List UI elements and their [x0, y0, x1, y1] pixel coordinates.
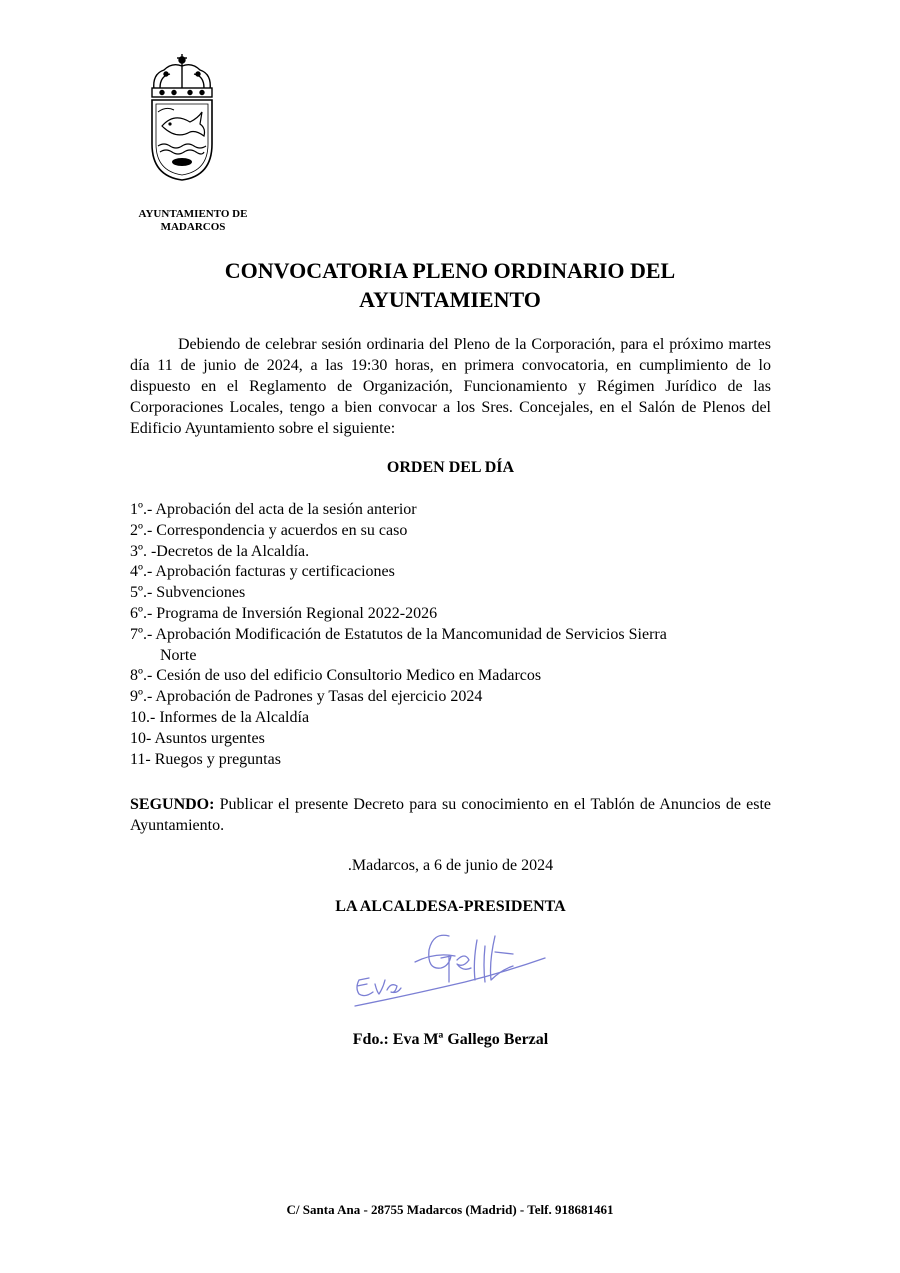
agenda-item: 10- Asuntos urgentes — [130, 729, 265, 747]
segundo-label: SEGUNDO: — [130, 796, 215, 813]
organization-line-2: MADARCOS — [160, 221, 226, 233]
signature-image — [345, 922, 550, 1022]
segundo-text: Publicar el presente Decreto para su conocimiento en el Tablón de Anuncios de este Ayuntamiento. — [130, 796, 771, 834]
agenda-item: 10.- Informes de la Alcaldía — [130, 708, 310, 726]
title-line-2: AYUNTAMIENTO — [359, 287, 541, 312]
agenda-item: 9º.- Aprobación de Padrones y Tasas del ejercicio 2024 — [130, 688, 483, 706]
coat-of-arms-icon — [146, 52, 218, 182]
agenda-item-continuation: Norte — [160, 646, 197, 664]
agenda-title: ORDEN DEL DÍA — [386, 459, 515, 476]
agenda-item: 8º.- Cesión de uso del edificio Consultorio Medico en Madarcos — [130, 667, 542, 685]
agenda-item: 1º.- Aprobación del acta de la sesión anterior — [130, 501, 417, 518]
agenda-item: 5º.- Subvenciones — [130, 584, 246, 602]
signed-by: Fdo.: Eva Mª Gallego Berzal — [352, 1031, 549, 1048]
title-line-1: CONVOCATORIA PLENO ORDINARIO DEL — [224, 258, 676, 283]
organization-name — [120, 208, 266, 234]
footer-address: C/ Santa Ana - 28755 Madarcos (Madrid) - Telf. 918681461 — [286, 1202, 614, 1217]
agenda-item: 7º.- Aprobación Modificación de Estatutos de la Mancomunidad de Servicios Sierra — [130, 625, 667, 643]
agenda-list — [130, 500, 771, 770]
document-title — [130, 256, 770, 314]
intro-paragraph: Debiendo de celebrar sesión ordinaria del Pleno de la Corporación, para el próximo martes día 11 de junio de 2024, a las 19:30 horas, en primera convocatoria, en cumplimiento de lo dispuesto en el Reglamento de Organización, Funcionamiento y Régimen Jurídico de las Corporaciones Locales, tengo a bien convocar a los Sres. Concejales, en el Salón de Plenos del Edificio Ayuntamiento sobre el siguiente: — [130, 336, 771, 437]
organization-line-1: AYUNTAMIENTO DE — [138, 208, 248, 220]
agenda-item: 11- Ruegos y preguntas — [130, 750, 281, 768]
segundo-paragraph — [130, 794, 771, 836]
signer-role: LA ALCALDESA-PRESIDENTA — [335, 898, 566, 915]
agenda-item: 3º. -Decretos de la Alcaldía. — [130, 542, 310, 560]
agenda-item: 2º.- Correspondencia y acuerdos en su caso — [130, 521, 408, 539]
agenda-item: 4º.- Aprobación facturas y certificaciones — [130, 563, 395, 581]
agenda-item: 6º.- Programa de Inversión Regional 2022-2026 — [130, 604, 438, 622]
date-line: .Madarcos, a 6 de junio de 2024 — [347, 857, 554, 874]
